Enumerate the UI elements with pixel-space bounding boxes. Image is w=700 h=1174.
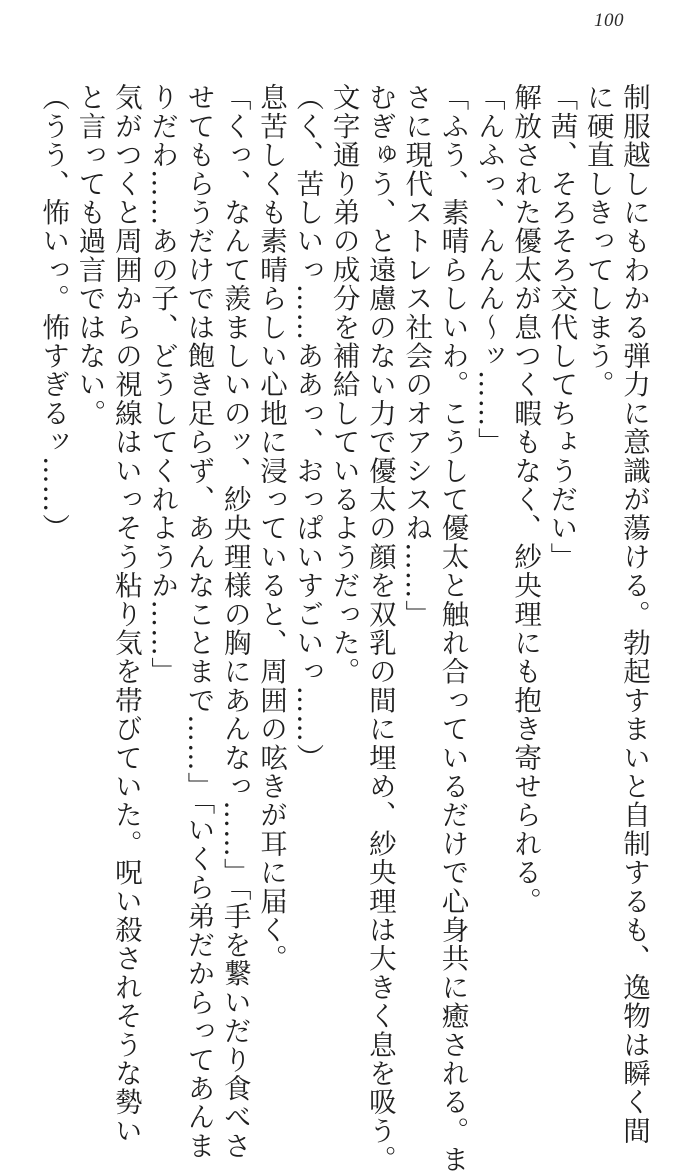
novel-text-body bbox=[35, 83, 652, 1174]
text-line-5: 「んふっ、んんん〜ッ……」 bbox=[472, 83, 505, 457]
text-line-8: むぎゅう、と遠慮のない力で優太の顔を双乳の間に埋め、紗央理は大きく息を吸う。 bbox=[363, 83, 396, 1174]
text-line-2: に硬直しきってしまう。 bbox=[581, 83, 614, 399]
text-line-9: 文字通り弟の成分を補給しているようだった。 bbox=[327, 83, 360, 686]
text-line-12: 「くっ、なんて羨ましいのッ、紗央理様の胸にあんなっ……」「手を繋いだり食べさ bbox=[218, 83, 251, 1160]
text-line-15: 気がつくと周囲からの視線はいっそう粘り気を帯びていた。呪い殺されそうな勢い bbox=[109, 83, 142, 1145]
text-line-13: せてもらうだけでは飽き足らず、あんなことまで……」「いくら弟だからってあんま bbox=[182, 83, 215, 1160]
text-line-10: （く、苦しいっ……ああっ、おっぱいすごいっ……） bbox=[291, 83, 324, 772]
text-line-16: と言っても過言ではない。 bbox=[73, 83, 106, 428]
page-number: 100 bbox=[594, 10, 624, 31]
text-line-14: りだわ……あの子、どうしてくれようか……」 bbox=[146, 83, 179, 686]
text-line-3: 「茜、そろそろ交代してちょうだい」 bbox=[545, 83, 578, 571]
text-line-6: 「ふう、素晴らしいわ。こうして優太と触れ合っているだけで心身共に癒される。ま bbox=[436, 83, 469, 1174]
text-line-17: （うう、怖いっ。怖すぎるッ……） bbox=[37, 83, 70, 543]
text-line-1: 制服越しにもわかる弾力に意識が蕩ける。勃起すまいと自制するも、逸物は瞬く間 bbox=[618, 83, 650, 1145]
text-line-4: 解放された優太が息つく暇もなく、紗央理にも抱き寄せられる。 bbox=[509, 83, 542, 916]
text-line-11: 息苦しくも素晴らしい心地に浸っていると、周囲の呟きが耳に届く。 bbox=[255, 83, 288, 973]
text-line-7: さに現代ストレス社会のオアシスね……」 bbox=[400, 83, 433, 629]
